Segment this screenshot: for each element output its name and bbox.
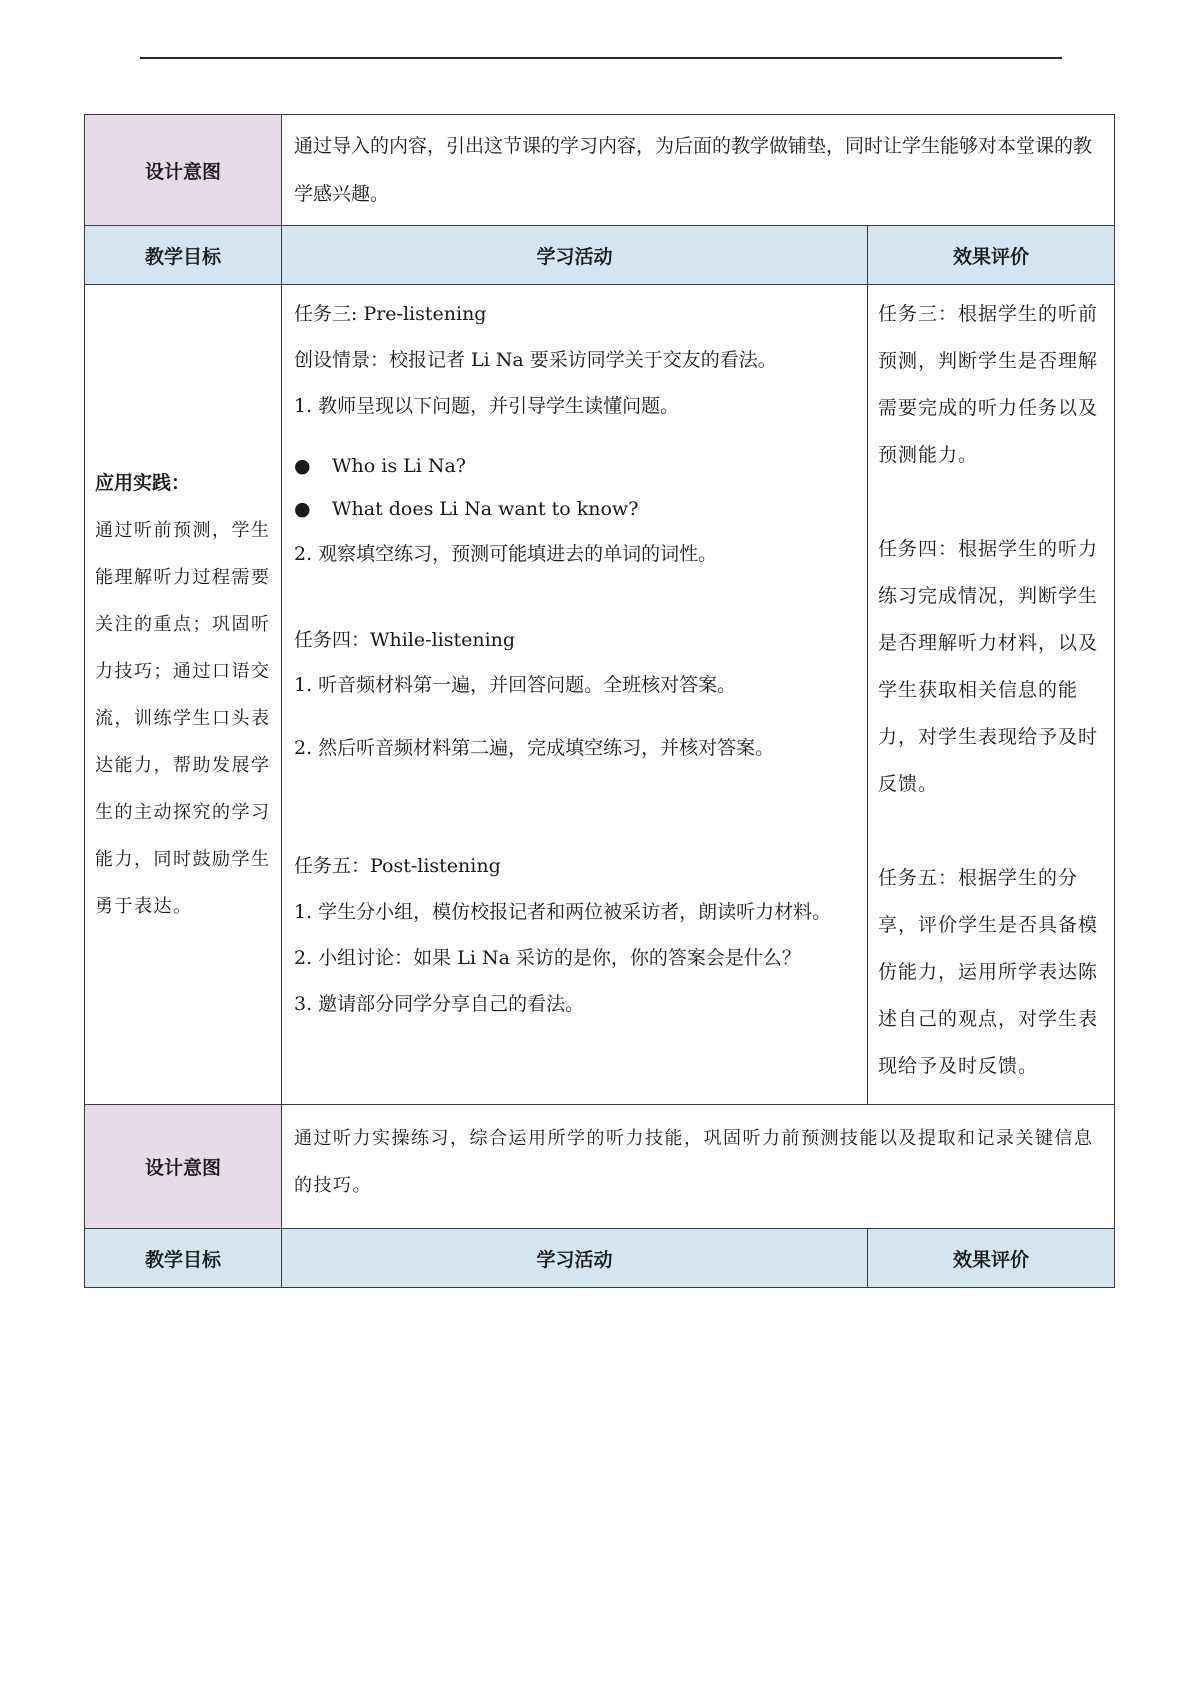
design-intent-text: 通过导入的内容，引出这节课的学习内容，为后面的教学做铺垫，同时让学生能够对本堂课的教学感兴趣。 xyxy=(294,135,1093,205)
task5-title: 任务五：Post-listening xyxy=(294,855,501,877)
task5-step1: 1. 学生分小组，模仿校报记者和两位被采访者，朗读听力材料。 xyxy=(294,901,832,923)
goal-text: 通过听前预测，学生能理解听力过程需要关注的重点；巩固听力技巧；通过口语交流，训练学生口头表达能力，帮助发展学生的主动探究的学习能力，同时鼓励学生勇于表达。 xyxy=(95,519,271,917)
design-intent-label: 设计意图 xyxy=(85,115,282,226)
header-learning-activity-2: 学习活动 xyxy=(282,1229,868,1288)
bullet-icon: ● xyxy=(294,455,311,477)
task4-step2: 2. 然后听音频材料第二遍，完成填空练习，并核对答案。 xyxy=(294,737,775,759)
task4-step1: 1. 听音频材料第一遍，并回答问题。全班核对答案。 xyxy=(294,674,737,696)
page-header-rule xyxy=(140,57,1062,59)
header-evaluation-2: 效果评价 xyxy=(868,1229,1115,1288)
task5-step3: 3. 邀请部分同学分享自己的看法。 xyxy=(294,993,585,1015)
task3-title: 任务三: Pre-listening xyxy=(294,303,487,325)
design-intent-row-1 xyxy=(85,115,1115,226)
eval-task4: 任务四：根据学生的听力练习完成情况，判断学生是否理解听力材料，以及学生获取相关信息的能力，对学生表现给予及时反馈。 xyxy=(878,538,1099,795)
header-evaluation: 效果评价 xyxy=(868,226,1115,285)
task3-scene: 创设情景：校报记者 Li Na 要采访同学关于交友的看法。 xyxy=(294,349,777,371)
evaluation-cell xyxy=(868,285,1115,1105)
design-intent-label-2: 设计意图 xyxy=(85,1105,282,1229)
eval-task3: 任务三：根据学生的听前预测，判断学生是否理解需要完成的听力任务以及预测能力。 xyxy=(878,303,1099,466)
design-intent-text-2: 通过听力实操练习，综合运用所学的听力技能，巩固听力前预测技能以及提取和记录关键信息的技巧。 xyxy=(294,1128,1094,1196)
design-intent-cell xyxy=(282,115,1115,226)
design-intent-cell-2 xyxy=(282,1105,1115,1229)
column-header-row xyxy=(85,226,1115,285)
column-header-row-2 xyxy=(85,1229,1115,1288)
design-intent-row-2 xyxy=(85,1105,1115,1229)
eval-task5: 任务五：根据学生的分享，评价学生是否具备模仿能力，运用所学表达陈述自己的观点，对学生表现给予及时反馈。 xyxy=(878,867,1099,1077)
lesson-plan-table xyxy=(84,114,1115,1288)
content-row xyxy=(85,285,1115,1105)
task4-title: 任务四：While-listening xyxy=(294,629,516,651)
goal-title: 应用实践： xyxy=(95,471,191,494)
task3-step1: 1. 教师呈现以下问题，并引导学生读懂问题。 xyxy=(294,395,680,417)
task3-step2: 2. 观察填空练习，预测可能填进去的单词的词性。 xyxy=(294,543,718,565)
header-learning-activity: 学习活动 xyxy=(282,226,868,285)
learning-activity-cell xyxy=(282,285,868,1105)
teaching-goal-cell xyxy=(85,285,282,1105)
header-teaching-goal-2: 教学目标 xyxy=(85,1229,282,1288)
bullet-icon: ● xyxy=(294,498,311,520)
header-teaching-goal: 教学目标 xyxy=(85,226,282,285)
task3-question-2: ● What does Li Na want to know? xyxy=(294,488,859,531)
task3-question-1: ● Who is Li Na? xyxy=(294,445,859,488)
task5-step2: 2. 小组讨论：如果 Li Na 采访的是你，你的答案会是什么？ xyxy=(294,947,801,969)
